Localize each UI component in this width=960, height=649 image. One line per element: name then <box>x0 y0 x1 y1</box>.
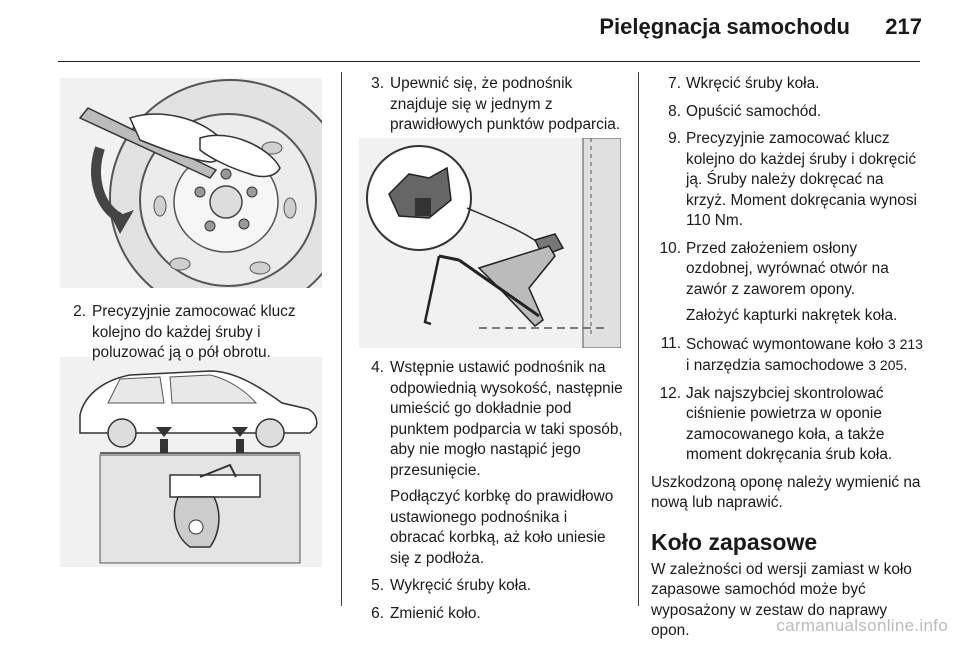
column-divider-1 <box>341 72 342 606</box>
page-number: 217 <box>885 14 922 39</box>
list-item: 7. Wkręcić śruby koła. <box>668 75 820 92</box>
step-4-subtext: Podłączyć korbkę do prawidłowo ustawionego podnośnika i obracać korbką, aż koło uniesie się z podłoża. <box>390 488 614 567</box>
figure-jack-position <box>359 138 621 348</box>
column-2-lower <box>362 358 626 631</box>
step-11-text-b: i narzędzia samochodowe <box>686 357 869 374</box>
list-item: 3. Upewnić się, że podnośnik znajduje się w jednym z prawidłowych punktów podparcia. <box>371 75 621 133</box>
jack-position-illustration <box>359 138 621 348</box>
header-rule <box>58 61 920 62</box>
wheel-wrench-illustration <box>60 78 322 288</box>
column-1 <box>64 302 324 371</box>
page-title: Pielęgnacja samochodu <box>599 14 850 39</box>
column-3 <box>651 74 923 649</box>
step-12-text: Jak najszybciej skontrolować ciśnienie powietrza w oponie zamocowanego koła, a także moment dokręcania śrub koła. <box>686 384 893 463</box>
step-10-subtext: Założyć kapturki nakrętek koła. <box>686 307 898 324</box>
step-9-text: Precyzyjnie zamocować klucz kolejno do każdej śruby i dokręcić ją. Śruby należy dokręcać na krzyż. Moment dokręcania wynosi 110 Nm. <box>686 130 917 229</box>
step-10-text: Przed założeniem osłony ozdobnej, wyrównać otwór na zawór z zaworem opony. <box>686 239 889 298</box>
tire-note: Uszkodzoną oponę należy wymienić na nową lub naprawić. <box>651 473 921 511</box>
list-item: 4. Wstępnie ustawić podnośnik na odpowiednią wysokość, następnie umieścić go dokładnie pod punktem podparcia w taki sposób, aby nie mogło nastąpić jego przesunięcie. Podłączyć korbkę do prawidłowo ustawionego podnośnika i obracać korbką, aż koło uniesie się z podłoża. <box>362 358 626 569</box>
list-item: 11. Schować wymontowane koło 3 213 i narzędzia samochodowe 3 205. <box>660 334 923 374</box>
list-item: 9. Precyzyjnie zamocować klucz kolejno do każdej śruby i dokręcić ją. Śruby należy dokręcać na krzyż. Moment dokręcania wynosi 110 Nm. <box>668 130 917 229</box>
list-item: 10. Przed założeniem osłony ozdobnej, wyrównać otwór na zawór z zaworem opony. Założyć kapturki nakrętek koła. <box>651 239 923 327</box>
list-item: 8. Opuścić samochód. <box>668 102 822 120</box>
column-divider-2 <box>638 72 639 606</box>
step-2-text: Precyzyjnie zamocować klucz kolejno do każdej śruby i poluzować ją o pół obrotu. <box>92 303 296 361</box>
page-reference-link[interactable]: 3 205 <box>868 357 904 373</box>
page-reference-link[interactable]: 3 213 <box>887 335 923 352</box>
step-4-text: Wstępnie ustawić podnośnik na odpowiednią wysokość, następnie umieścić go dokładnie pod punktem podparcia w taki sposób, aby nie mogło nastąpić jego przesunięcie. <box>390 359 623 479</box>
step-6-text: Zmienić koło. <box>390 604 481 622</box>
step-8-text: Opuścić samochód. <box>686 102 822 120</box>
list-item: 6. Zmienić koło. <box>371 604 481 622</box>
figure-jacking-points <box>60 357 322 567</box>
jacking-points-illustration <box>60 357 322 567</box>
list-item: 5. Wykręcić śruby koła. <box>371 577 531 594</box>
figure-wheel-wrench <box>60 78 322 288</box>
list-item: 12. Jak najszybciej skontrolować ciśnienie powietrza w oponie zamocowanego koła, a także moment dokręcania śrub koła. <box>659 384 893 463</box>
page-header <box>0 0 960 62</box>
watermark: carmanualsonline.info <box>776 616 948 635</box>
column-2 <box>362 74 626 143</box>
step-5-text: Wykręcić śruby koła. <box>390 577 531 594</box>
section-title: Koło zapasowe <box>651 528 818 555</box>
section-text: W zależności od wersji zamiast w koło zapasowe samochód może być wyposażony w zestaw do naprawy opon. <box>651 560 912 639</box>
list-item: 2. Precyzyjnie zamocować klucz kolejno do każdej śruby i poluzować ją o pół obrotu. <box>73 303 296 361</box>
step-3-text: Upewnić się, że podnośnik znajduje się w jednym z prawidłowych punktów podparcia. <box>390 75 621 133</box>
step-7-text: Wkręcić śruby koła. <box>686 75 820 92</box>
step-11-text-a: Schować wymontowane koło <box>686 335 888 353</box>
